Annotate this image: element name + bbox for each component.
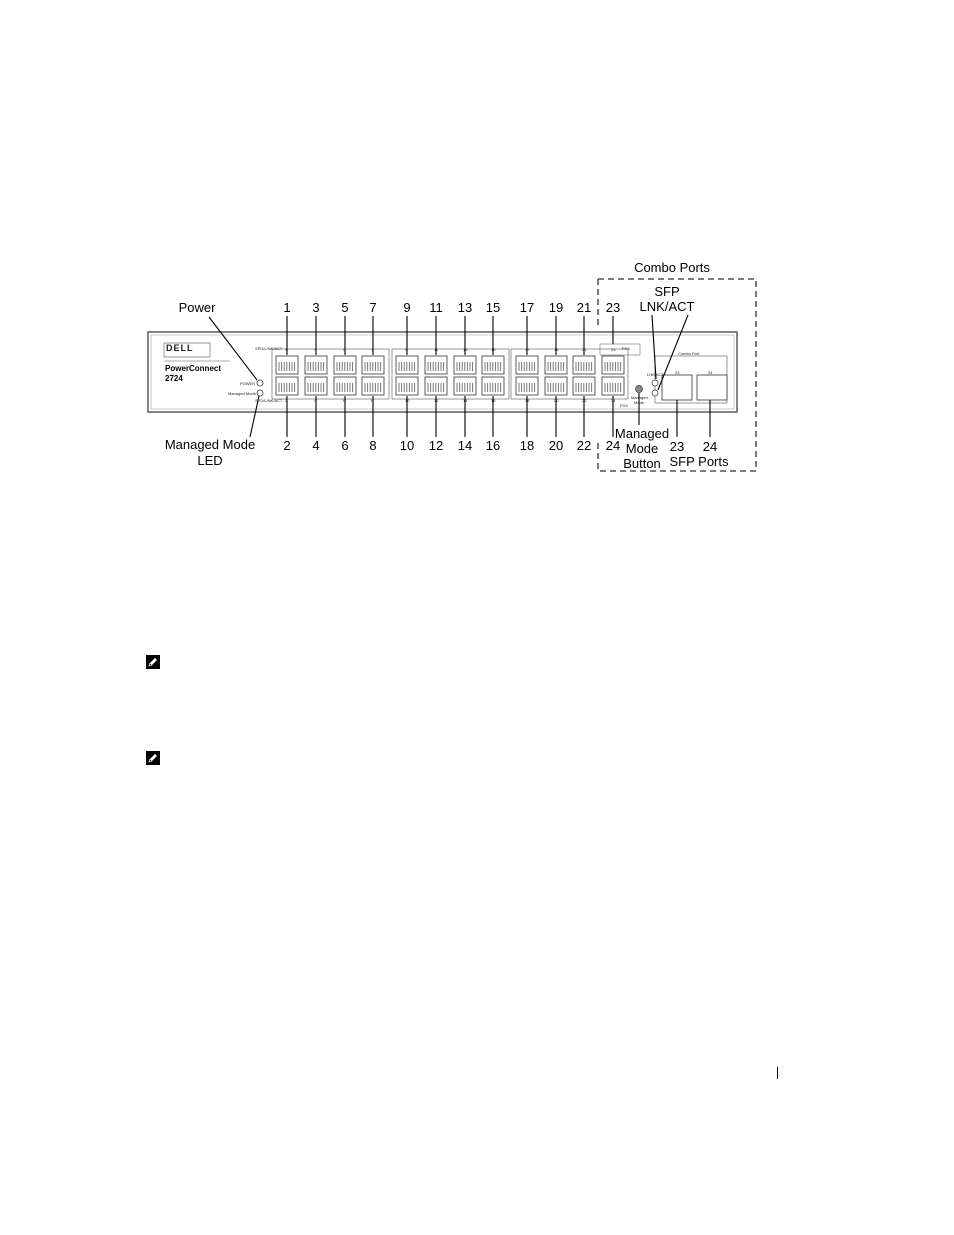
managed-mode-button-icon (636, 386, 643, 393)
managed-mode-led-icon (257, 390, 263, 396)
device-port-number-top: 3 (314, 347, 317, 352)
sfp-ports-label: SFP Ports (669, 454, 729, 469)
port-number-bottom: 2 (283, 438, 291, 453)
device-port-number-top: 1 (285, 347, 288, 352)
port-number-top: 23 (605, 300, 621, 315)
note-pencil-icon (145, 654, 161, 670)
device-port-number-top: 15 (491, 347, 496, 352)
speed-bottom-text: SPD/L/NK/ACT (255, 398, 283, 403)
device-port-number-bottom: 8 (371, 398, 374, 403)
sfp-23-small-text: 23 (675, 370, 680, 375)
model-line-2: 2724 (165, 374, 183, 383)
device-port-number-top: 17 (525, 347, 530, 352)
lnk-act-small-text: LNK/ACT (647, 372, 664, 377)
port-number-bottom: 12 (428, 438, 444, 453)
power-label: Power (178, 300, 216, 315)
sfp-label: SFP (654, 284, 680, 299)
sfp-port-23-icon (662, 375, 692, 400)
device-port-number-bottom: 10 (405, 398, 410, 403)
dell-logo: DELL (166, 343, 194, 353)
port-number-top: 17 (519, 300, 535, 315)
device-port-number-top: 13 (463, 347, 468, 352)
port-number-bottom: 20 (548, 438, 564, 453)
port-number-top: 1 (283, 300, 291, 315)
port-number-bottom: 10 (399, 438, 415, 453)
sfp-port-24-icon (697, 375, 727, 400)
device-port-number-top: 9 (405, 347, 408, 352)
device-port-number-bottom: 24 (611, 398, 616, 403)
managed-mode-led-label-2: LED (197, 453, 223, 468)
device-port-number-bottom: 2 (285, 398, 288, 403)
lnk-act-label: LNK/ACT (639, 299, 695, 314)
port-number-top: 15 (485, 300, 501, 315)
device-port-number-top: 23 (611, 347, 616, 352)
sfp-port-24-callout: 24 (702, 439, 718, 454)
device-port-number-bottom: 4 (314, 398, 317, 403)
device-port-number-bottom: 16 (491, 398, 496, 403)
port-number-top: 7 (369, 300, 377, 315)
power-led-icon (257, 380, 263, 386)
device-port-number-bottom: 18 (525, 398, 530, 403)
managed-mode-small-2: Mode (634, 400, 645, 405)
port-number-bottom: 14 (457, 438, 473, 453)
managed-mode-led-label-1: Managed Mode (164, 437, 256, 452)
page-margin-bar (777, 1067, 778, 1079)
port-number-top: 9 (403, 300, 411, 315)
port-number-top: 3 (312, 300, 320, 315)
device-port-number-top: 5 (343, 347, 346, 352)
port-number-bottom: 18 (519, 438, 535, 453)
fdx-bottom-text: FDX (620, 403, 628, 408)
port-number-top: 11 (429, 300, 443, 315)
managed-mode-led-text: Managed Mode (228, 391, 256, 396)
lnk-act-led-top-icon (652, 380, 658, 386)
port-number-top: 5 (341, 300, 349, 315)
device-port-number-bottom: 6 (343, 398, 346, 403)
device-port-number-bottom: 20 (554, 398, 559, 403)
model-line-1: PowerConnect (165, 364, 222, 373)
port-number-bottom: 6 (341, 438, 349, 453)
speed-top-text: SPD/L/NK/ACT (255, 346, 283, 351)
port-number-bottom: 8 (369, 438, 377, 453)
note-pencil-icon (145, 750, 161, 766)
device-port-number-bottom: 12 (434, 398, 439, 403)
managed-mode-button-label-3: Button (623, 456, 661, 471)
managed-mode-button-label-2: Mode (625, 441, 659, 456)
managed-mode-button-label-1: Managed (614, 426, 670, 441)
port-number-bottom: 22 (576, 438, 592, 453)
device-port-number-bottom: 22 (582, 398, 587, 403)
sfp-24-small-text: 24 (708, 370, 713, 375)
lnk-act-led-bottom-icon (652, 390, 658, 396)
port-number-top: 13 (457, 300, 473, 315)
device-port-number-top: 11 (434, 347, 439, 352)
port-number-bottom: 4 (312, 438, 320, 453)
device-port-number-top: 7 (371, 347, 374, 352)
device-port-number-bottom: 14 (463, 398, 468, 403)
combo-port-text: Combo Port (678, 351, 700, 356)
device-port-number-top: 19 (554, 347, 559, 352)
device-port-number-top: 21 (582, 347, 587, 352)
port-number-bottom: 24 (605, 438, 621, 453)
port-number-bottom: 16 (485, 438, 501, 453)
port-number-top: 19 (548, 300, 564, 315)
sfp-port-23-callout: 23 (669, 439, 685, 454)
managed-mode-small-1: Managed (631, 395, 648, 400)
fdx-top-text: FDX (622, 346, 630, 351)
combo-ports-label: Combo Ports (634, 260, 710, 275)
port-number-top: 21 (576, 300, 592, 315)
power-led-text: POWER (240, 381, 256, 386)
